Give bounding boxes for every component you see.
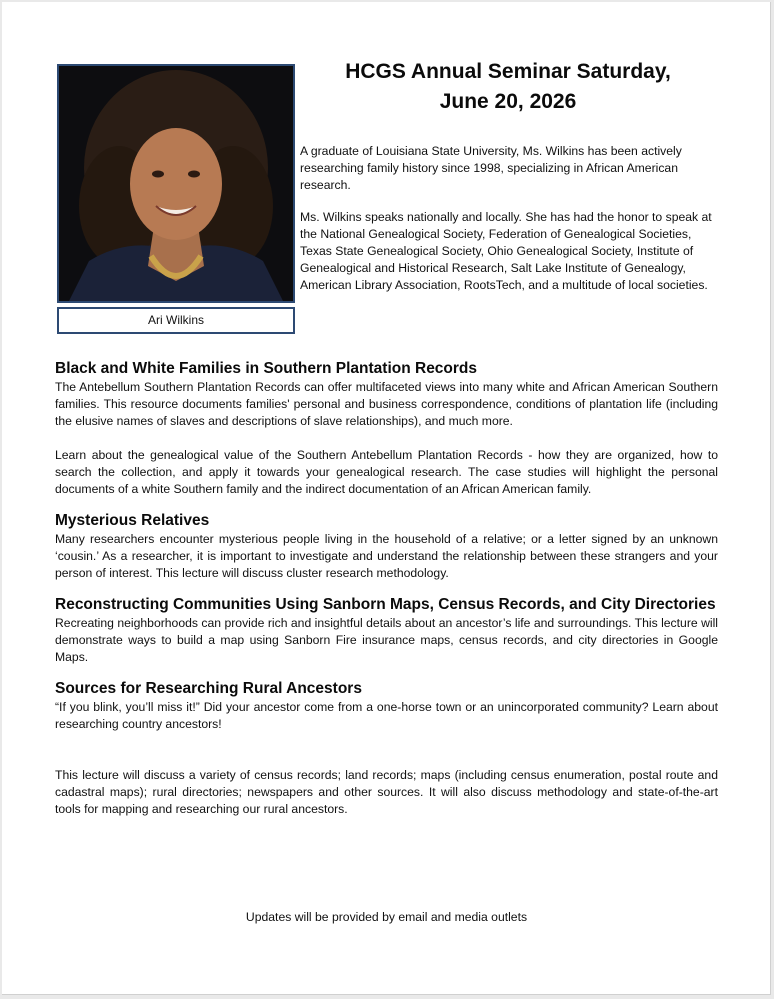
bio-paragraph-1: A graduate of Louisiana State University, Ms. Wilkins has been actively researching family history since 1998, specializing in African American research. — [300, 144, 682, 192]
speaker-portrait-image — [59, 66, 293, 301]
lecture-paragraph: Many researchers encounter mysterious people living in the household of a relative; or a letter signed by an unknown ‘cousin.’ As a researcher, it is important to investigate and understand the relationship between these strangers and your person of interest. This lecture will discuss cluster research methodology. — [55, 532, 718, 580]
lecture-paragraph: This lecture will discuss a variety of census records; land records; maps (including census enumeration, postal route and cadastral maps); rural directories; newspapers and other sources. It will also discuss methodology and state-of-the-art tools for mapping and researching our rural ancestors. — [55, 768, 718, 816]
lecture-mysterious-relatives — [55, 510, 718, 582]
lecture-rural-ancestors — [55, 678, 718, 818]
lecture-paragraph: “If you blink, you’ll miss it!” Did your ancestor come from a one-horse town or an unincorporated community? Learn about researching country ancestors! — [55, 700, 718, 731]
lecture-paragraph: Learn about the genealogical value of the Southern Antebellum Plantation Records - how they are organized, how to search the collection, and apply it towards your genealogical research. The case studies will highlight the personal documents of a white Southern family and the indirect documentation of an African American family. — [55, 448, 718, 496]
lecture-heading: Black and White Families in Southern Plantation Records — [55, 360, 478, 377]
footer-note: Updates will be provided by email and media outlets — [245, 910, 528, 924]
bio-paragraph-2: Ms. Wilkins speaks nationally and locally. She has had the honor to speak at the National Genealogical Society, Federation of Genealogical Societies, Texas State Genealogical Society, Ohio Genealogical Society, Institute of Genealogical and Historical Research, Salt Lake Institute of Genealogy, American Library Association, RootsTech, and a multitude of local societies. — [300, 210, 712, 292]
page-title — [302, 57, 714, 117]
lecture-reconstructing-communities — [55, 594, 718, 666]
lecture-heading: Reconstructing Communities Using Sanborn Maps, Census Records, and City Directories — [55, 596, 716, 613]
speaker-bio — [300, 143, 720, 309]
speaker-photo — [57, 64, 295, 303]
lecture-heading: Mysterious Relatives — [55, 512, 210, 529]
flyer-page — [2, 2, 771, 995]
lecture-heading: Sources for Researching Rural Ancestors — [55, 680, 362, 697]
lecture-paragraph: Recreating neighborhoods can provide rich and insightful details about an ancestor’s life and surroundings. This lecture will demonstrate ways to build a map using Sanborn Fire insurance maps, census records, and city directories in Google Maps. — [55, 616, 718, 664]
lecture-paragraph: The Antebellum Southern Plantation Records can offer multifaceted views into many white and African American Southern families. This resource documents families' personal and business correspondence, conditions of plantation life (including the elusive names of slaves and descriptions of slave relationships), and much more. — [55, 380, 718, 428]
lecture-list — [55, 358, 718, 818]
photo-caption: Ari Wilkins — [57, 307, 295, 334]
title-line-2: June 20, 2026 — [439, 90, 577, 113]
title-line-1: HCGS Annual Seminar Saturday, — [345, 60, 671, 83]
lecture-plantation-records — [55, 358, 718, 498]
